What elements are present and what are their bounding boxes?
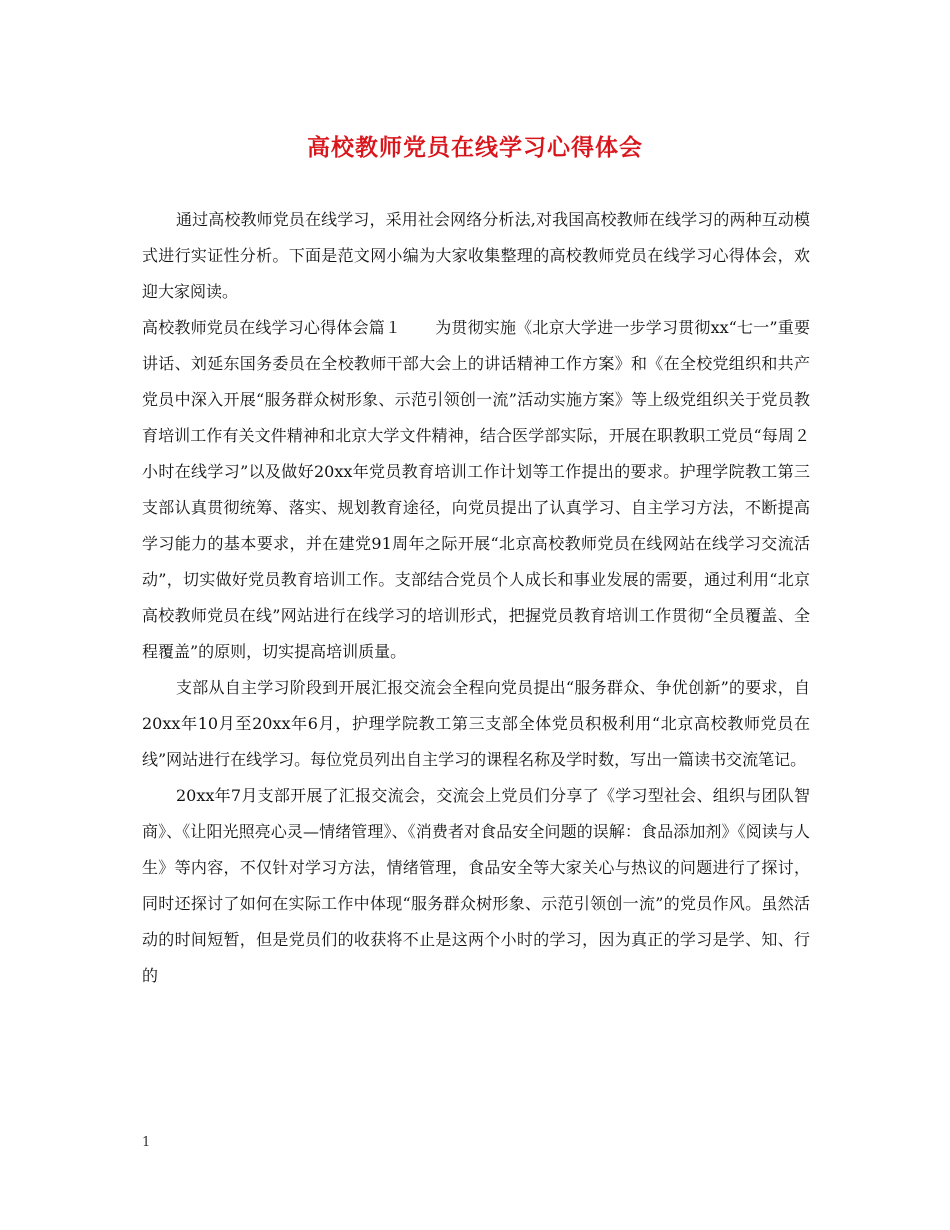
document-body (142, 202, 810, 994)
section-heading: 高校教师党员在线学习心得体会篇１ (142, 318, 402, 337)
paragraph-1-text: 为贯彻实施《北京大学进一步学习贯彻xx“七一”重要讲话、刘延东国务委员在全校教师干部大会上的讲话精神工作方案》和《在全校党组织和共产党员中深入开展“服务群众树形象、示范引领创一流”活动实施方案》等上级党组织关于党员教育培训工作有关文件精神和北京大学文件精神，结合医学部实际，开展在职教职工党员“每周２小时在线学习”以及做好20xx年党员教育培训工作计划等工作提出的要求。护理学院教工第三支部认真贯彻统筹、落实、规划教育途径，向党员提出了认真学习、自主学习方法，不断提高学习能力的基本要求，并在建党91周年之际开展“北京高校教师党员在线网站在线学习交流活动”，切实做好党员教育培训工作。支部结合党员个人成长和事业发展的需要，通过利用“北京高校教师党员在线”网站进行在线学习的培训形式，把握党员教育培训工作贯彻“全员覆盖、全程覆盖”的原则，切实提高培训质量。 (142, 318, 810, 661)
intro-paragraph: 通过高校教师党员在线学习，采用社会网络分析法,对我国高校教师在线学习的两种互动模式进行实证性分析。下面是范文网小编为大家收集整理的高校教师党员在线学习心得体会，欢迎大家阅读。 (142, 210, 810, 301)
page-number: 1 (142, 1135, 151, 1150)
section-paragraph (142, 310, 810, 670)
paragraph-3: 20xx年7月支部开展了汇报交流会，交流会上党员们分享了《学习型社会、组织与团队智商》、《让阳光照亮心灵—情绪管理》、《消费者对食品安全问题的误解：食品添加剂》《阅读与人生》等内容，不仅针对学习方法，情绪管理，食品安全等大家关心与热议的问题进行了探讨，同时还探讨了如何在实际工作中体现“服务群众树形象、示范引领创一流”的党员作风。虽然活动的时间短暂，但是党员们的收获将不止是这两个小时的学习，因为真正的学习是学、知、行的 (142, 786, 810, 985)
document-title: 高校教师党员在线学习心得体会 (307, 134, 643, 161)
paragraph-2: 支部从自主学习阶段到开展汇报交流会全程向党员提出“服务群众、争优创新”的要求，自 20xx年10月至20xx年6月，护理学院教工第三支部全体党员积极利用“北京高校教师党员在线”网站进行在线学习。每位党员列出自主学习的课程名称及学时数，写出一篇读书交流笔记。 (142, 678, 810, 769)
